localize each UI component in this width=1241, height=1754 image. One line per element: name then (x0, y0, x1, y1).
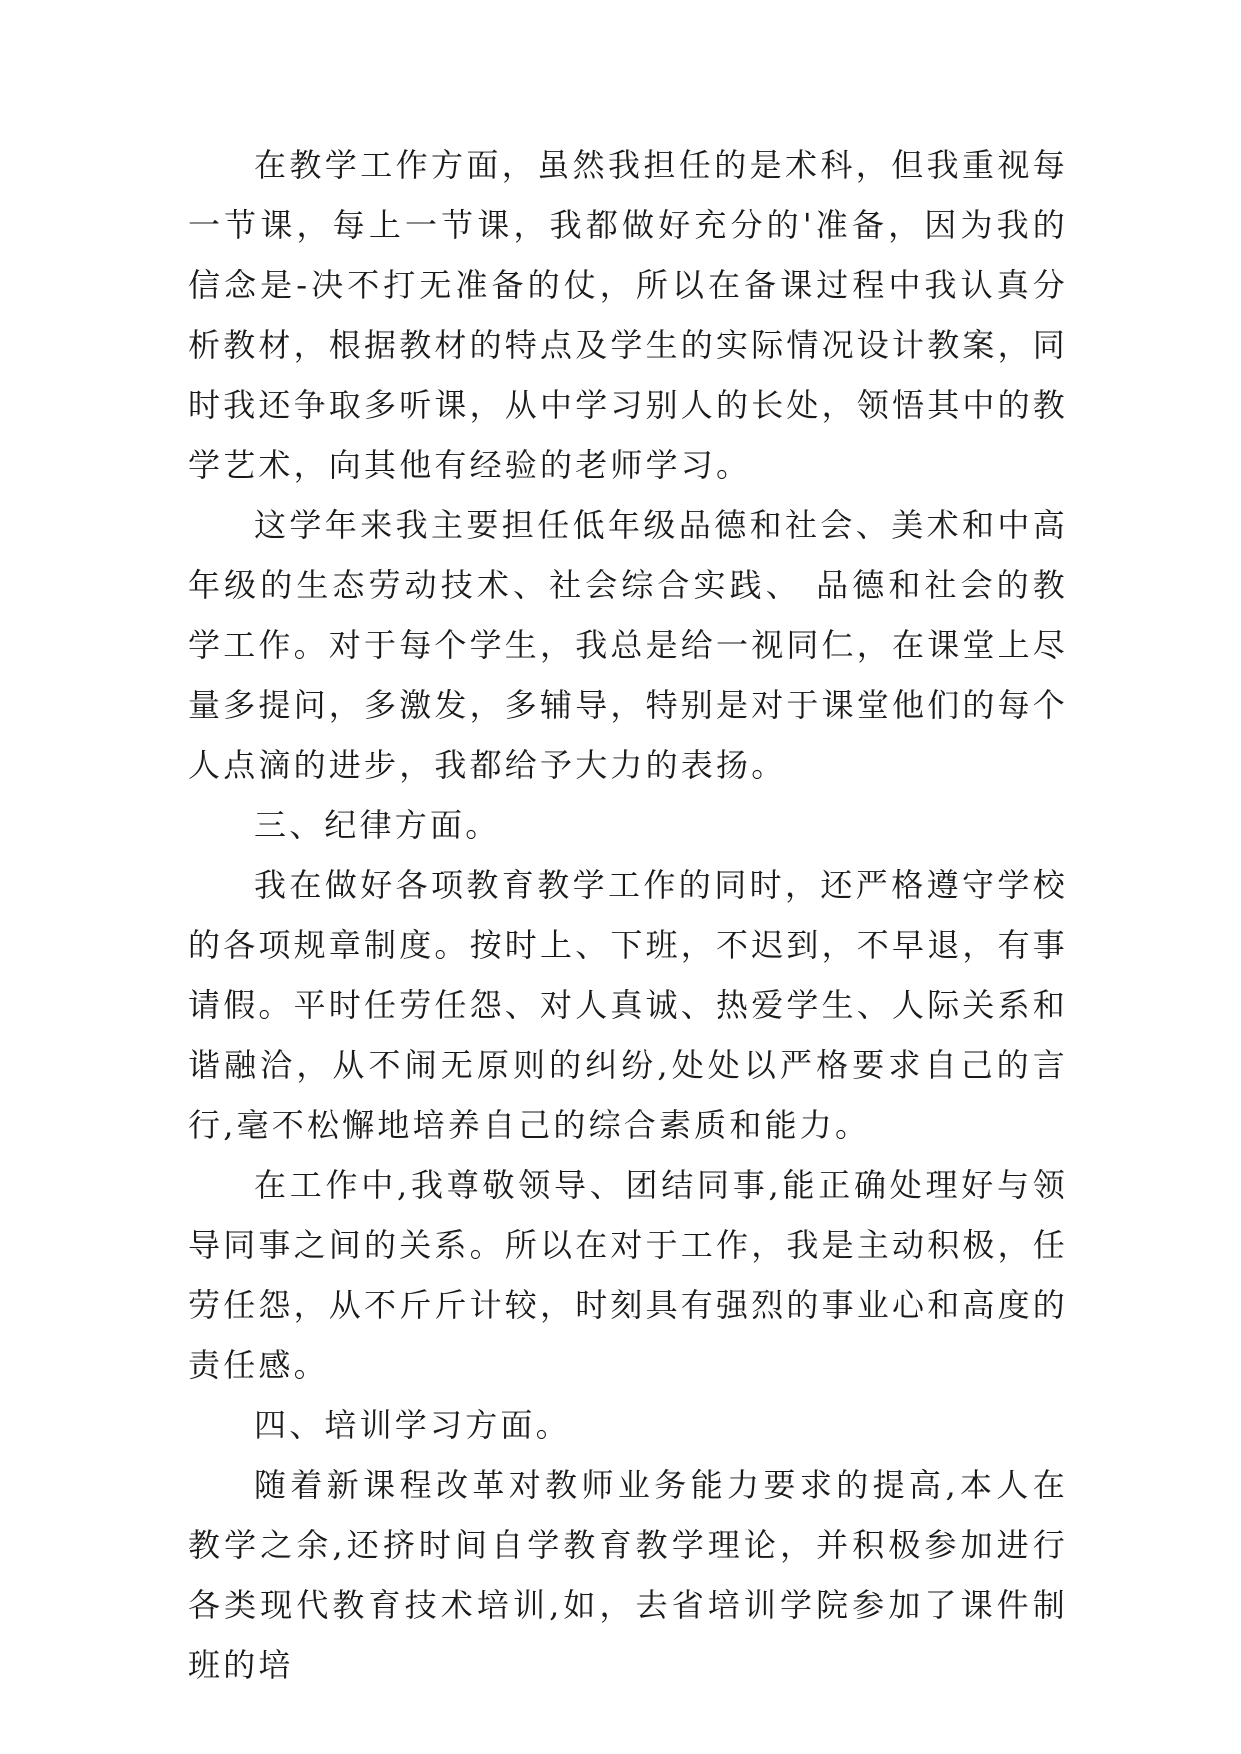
section-heading-discipline: 三、纪律方面。 (254, 806, 501, 844)
paragraph-teaching-duties: 这学年来我主要担任低年级品德和社会、美术和中高年级的生态劳动技术、社会综合实践、 品德和社会的教学工作。对于每个学生，我总是给一视同仁，在课堂上尽量多提问，多激发，多辅导，特别是对于课堂他们的每个人点滴的进步，我都给予大力的表扬。 (188, 506, 1069, 784)
paragraph-discipline: 我在做好各项教育教学工作的同时，还严格遵守学校的各项规章制度。按时上、下班，不迟到，不早退，有事请假。平时任劳任怨、对人真诚、热爱学生、人际关系和谐融洽，从不闹无原则的纠纷,处处以严格要求自己的言行,毫不松懈地培养自己的综合素质和能力。 (188, 866, 1069, 1144)
document-body (188, 135, 1068, 1695)
paragraph-colleague-relations: 在工作中,我尊敬领导、团结同事,能正确处理好与领导同事之间的关系。所以在对于工作，我是主动积极，任劳任怨，从不斤斤计较，时刻具有强烈的事业心和高度的责任感。 (188, 1166, 1069, 1384)
paragraph-teaching-work: 在教学工作方面，虽然我担任的是术科，但我重视每一节课，每上一节课，我都做好充分的'准备，因为我的信念是-决不打无准备的仗，所以在备课过程中我认真分析教材，根据教材的特点及学生的实际情况设计教案，同时我还争取多听课，从中学习别人的长处，领悟其中的教学艺术，向其他有经验的老师学习。 (188, 146, 1069, 484)
section-heading-training: 四、培训学习方面。 (254, 1406, 571, 1444)
paragraph-training: 随着新课程改革对教师业务能力要求的提高,本人在教学之余,还挤时间自学教育教学理论，并积极参加进行各类现代教育技术培训,如，去省培训学院参加了课件制班的培 (188, 1466, 1068, 1684)
